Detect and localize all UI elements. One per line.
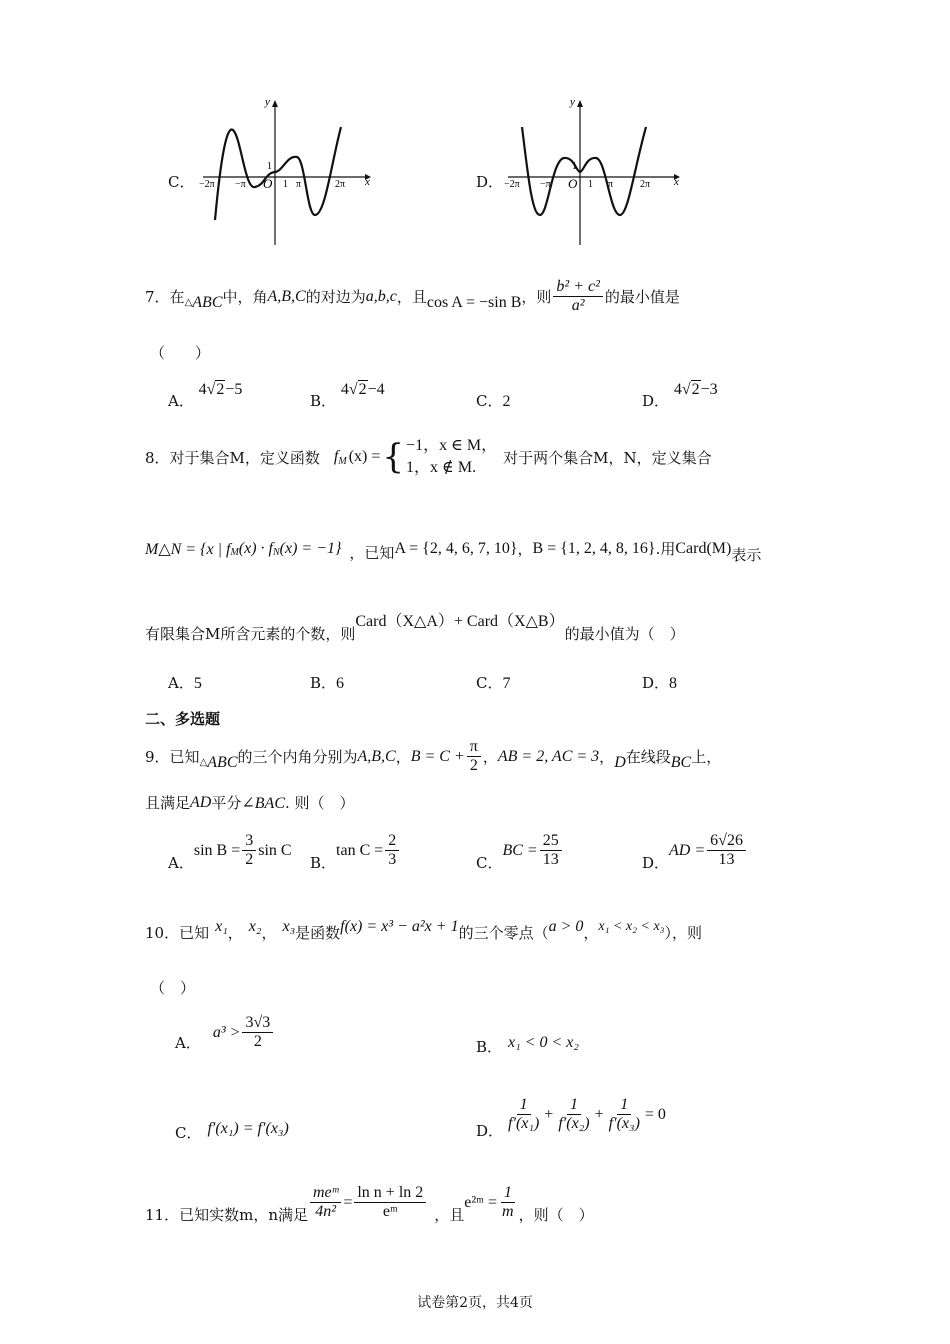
q10-option-a: A． a³ > $\frac{3√3}{2}$ xyxy=(175,1014,275,1052)
graph-c-x: x xyxy=(365,176,370,188)
q7-fraction: $\frac{\text{b² + c²}}{\text{a²}}$ xyxy=(553,278,603,316)
q7-option-d: D． 4√2−3 xyxy=(642,381,718,410)
q6-graph-c xyxy=(195,95,380,250)
graph-c-origin: O xyxy=(263,176,273,191)
q10-option-b: B． x₁ < 0 < x₂ xyxy=(476,1033,579,1056)
q9-line2: 且满足 AD 平分 ∠BAC . 则（ ） xyxy=(145,793,355,812)
question-10: 10． 已知 x₁ ， x₂ ， x₃ 是函数 f(x) = x³ − a²x + 1 的三个零点（ a > 0 ， x₁ < x₂ < x₃ ），则 xyxy=(145,917,703,942)
q7-option-c: C．2 xyxy=(476,392,511,410)
q8-piecewise: f M (x) = { −1，x ∈ M， 1，x ∉ M. xyxy=(333,437,498,478)
q8-line3: 有限集合M所含元素的个数，则 Card（X△A）+ Card（X△B） 的最小值为（ ） xyxy=(145,613,685,643)
q10-option-c: C． f′(x₁) = f′(x₃) xyxy=(175,1119,289,1142)
q8-option-b: B．6 xyxy=(310,674,345,692)
q6-option-d-label: D． xyxy=(476,173,504,191)
graph-c-y: y xyxy=(265,96,270,108)
graph-d-y: y xyxy=(570,96,575,108)
q9-option-a: A． sin B = $\frac{3}{2}$ sin C xyxy=(168,832,292,873)
curve-d xyxy=(522,127,646,215)
q7-option-b: B． 4√2−4 xyxy=(310,381,385,410)
question-9: 9． 已知 △ ABC 的三个内角分别为 A,B,C ， B = C + $\frac{\pi}{2}$ ， AB = 2, AC = 3 ， D 在线段 BC 上， xyxy=(145,738,722,775)
graph-c-pi: π xyxy=(296,179,302,190)
q9-option-c: C． BC = $\frac{25}{13}$ xyxy=(476,832,564,870)
graph-c-one-x: 1 xyxy=(283,179,288,190)
graph-d-x: x xyxy=(674,176,679,188)
q10-option-d: D． $\frac{1}{\text{f′(x₁)}}$ + $\frac{1}{\text{f′(x₂)}}$ + $\frac{1}{\text{f′(x₃)}}$ = 0 xyxy=(476,1096,666,1141)
graph-c-m2pi: −2π xyxy=(199,179,215,190)
question-8: 8． 对于集合M，定义函数 f M (x) = { −1，x ∈ M， 1，x ∉ M. 对于两个集合M，N，定义集合 xyxy=(145,435,712,480)
q6-graph-d xyxy=(500,95,690,250)
graph-d-one-y: 1 xyxy=(572,161,577,172)
q9-option-d: D． AD = $\frac{6√26}{13}$ xyxy=(642,832,748,870)
graph-d-one-x: 1 xyxy=(588,179,593,190)
q8-option-a: A．5 xyxy=(168,674,202,692)
graph-d-m2pi: −2π xyxy=(504,179,520,190)
q6-option-c-label: C． xyxy=(168,173,195,191)
q8-option-d: D．8 xyxy=(642,674,678,692)
graph-d-origin: O xyxy=(568,176,578,191)
q10-paren: （ ） xyxy=(150,979,196,997)
q9-option-b: B． tan C = $\frac{2}{3}$ xyxy=(310,832,401,870)
section-title-multiple-choice: 二、多选题 xyxy=(145,710,221,728)
graph-c-mpi: −π xyxy=(235,179,246,190)
graph-d-pi: π xyxy=(608,179,614,190)
q7-paren: （ ） xyxy=(150,344,211,362)
page-footer: 试卷第2页，共4页 xyxy=(417,1295,533,1311)
q9-pi-half: $\frac{\pi}{2}$ xyxy=(467,738,481,776)
q7-option-a: A． 4√2−5 xyxy=(168,381,243,410)
question-7: 7． 在 △ ABC 中，角 A,B,C 的对边为 a,b,c ，且 cos A = −sin B ，则 $\frac{\text{b² + c²}}{\text{a²}}$ 的最小值是 xyxy=(145,278,680,315)
question-11: 11． 已知实数m，n满足 $\frac{\text{meᵐ}}{\text{4n²}}$ = $\frac{\text{ln n + ln 2}}{\text{eᵐ}}$ ，且 e²ᵐ = $\frac{1}{m}$ ，则（ ） xyxy=(145,1184,594,1225)
graph-c-one-y: 1 xyxy=(267,161,272,172)
q8-line2: M△N = {x | f M (x) · f N (x) = −1} ，已知 A = {2, 4, 6, 7, 10} ， B = {1, 2, 4, 8, 16} .用 Card(M) 表示 xyxy=(145,539,762,564)
graph-d-2pi: 2π xyxy=(640,179,651,190)
graph-d-mpi: −π xyxy=(540,179,551,190)
graph-c-2pi: 2π xyxy=(335,179,346,190)
curve-c xyxy=(215,127,341,220)
q8-option-c: C．7 xyxy=(476,674,511,692)
